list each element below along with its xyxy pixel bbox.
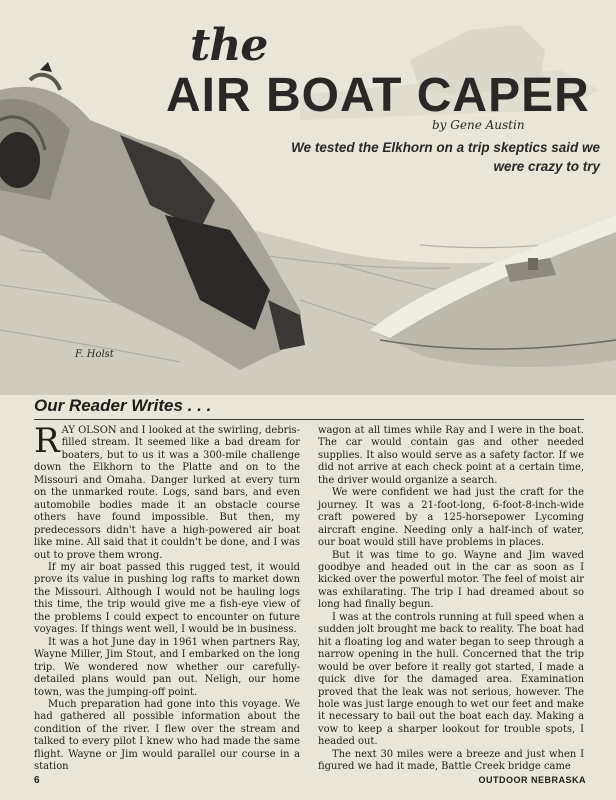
section-heading: Our Reader Writes . . . xyxy=(34,396,212,415)
magazine-name: OUTDOOR NEBRASKA xyxy=(478,775,586,785)
paragraph: But it was time to go. Wayne and Jim waved goodbye and headed out in the car as soon as I kicked over the powerful motor. The feel of moist air was exhilarating. The trip I had dreamed about so long had finally begun. xyxy=(318,549,584,611)
byline: by Gene Austin xyxy=(432,118,525,132)
paragraph: RAY OLSON and I looked at the swirling, debris-filled stream. It seemed like a bad dream for boaters, but to us it was a 300-mile challenge down the Elkhorn to the Platte and on to the Missouri and Omaha. Danger lurked at every turn on the unmarked route. Logs, sand bars, and even automobile bodies made it an obstacle course others have found impossible. But then, my predecessors didn't have a high-powered air boat like mine. All said that it couldn't be done, and I was out to prove them wrong. xyxy=(34,421,300,561)
paragraph: wagon at all times while Ray and I were in the boat. The car would contain gas and other needed supplies. It also would serve as a safety factor. If we did not arrive at each check point at a certain time, the driver would organize a search. xyxy=(318,425,584,486)
paragraph: It was a hot June day in 1961 when partners Ray, Wayne Miller, Jim Stout, and I embarked on the long trip. We wondered now whether our carefully-detailed plans would pan out. Neligh, our home town, was the jumping-off point. xyxy=(34,636,300,698)
page-title: AIR BOAT CAPER xyxy=(166,69,590,122)
page-number: 6 xyxy=(34,775,40,786)
drop-cap: R xyxy=(34,421,60,461)
paragraph: Much preparation had gone into this voyage. We had gathered all possible information about the condition of the river. I flew over the stream and talked to every pilot I knew who had made the same flight. Wayne or Jim would parallel our course in a station xyxy=(34,698,300,773)
paragraph: I was at the controls running at full speed when a sudden jolt brought me back to reality. The boat had hit a floating log and water began to seep through a narrow opening in the hull. Concerned that the trip would be over before it really got started, I made a quick dive for the damaged area. Examination proved that the leak was not serious, however. The hole was just large enough to wet our feet and make it necessary to bail out the boat each day. Making a vow to keep a sharper lookout for trouble spots, I headed out. xyxy=(318,611,584,748)
paragraph: We were confident we had just the craft for the journey. It was a 21-foot-long, 6-foot-8-inch-wide craft powered by a 125-horsepower Lycoming aircraft engine. Needing only a half-inch of water, our boat would still have problems in places. xyxy=(318,487,584,549)
divider xyxy=(34,419,584,420)
article-column-right xyxy=(318,425,584,774)
title-prefix: the xyxy=(190,20,268,71)
article-column-left xyxy=(34,421,300,774)
subtitle: We tested the Elkhorn on a trip skeptics said we were crazy to try xyxy=(291,140,600,174)
artist-signature: F. Holst xyxy=(75,349,114,360)
paragraph: If my air boat passed this rugged test, it would prove its value in pushing log rafts to market down the Missouri. Although I would not be hauling logs this time, the trip would give me a fish-eye view of the problems I could expect to encounter on future voyages. If things went well, I would be in business. xyxy=(34,561,300,636)
paragraph: The next 30 miles were a breeze and just when I figured we had it made, Battle Creek bridge came xyxy=(318,748,584,773)
illustration xyxy=(0,0,616,395)
